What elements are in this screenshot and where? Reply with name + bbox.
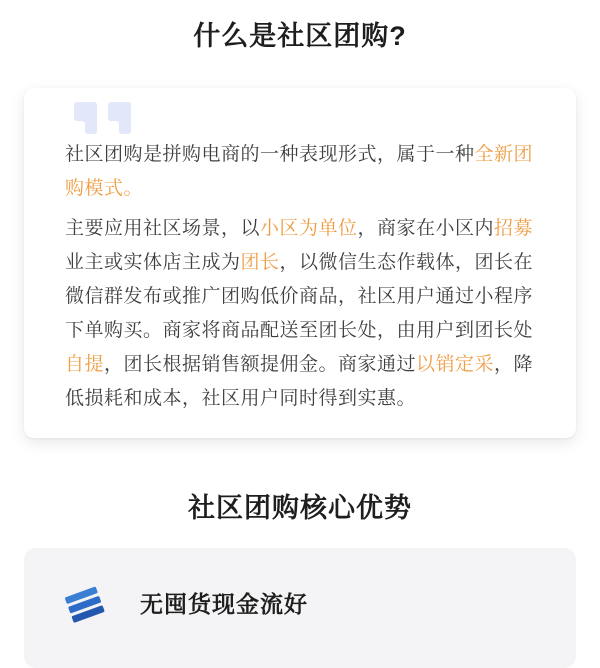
intro-paragraph-1: 社区团购是拼购电商的一种表现形式，属于一种全新团 购模式。	[65, 144, 534, 199]
advantage-item	[65, 584, 576, 624]
intro-paragraph-2: 主要应用社区场景，以小区为单位，商家在小区内招募 业主或实体店主成为团长，以微信生态作载体，团长在 微信群发布或推广团购低价商品，社区用户通过小程序 下单购买。商家将商品配送至团长处，由用户到团长处 自提，团长根据销售额提佣金。商家通过以销定采，降 低损耗和成本，社区用户同时得到实惠。	[65, 218, 534, 409]
section-title-advantages: 社区团购核心优势	[188, 493, 412, 523]
intro-card	[24, 88, 576, 438]
advantage-item-label: 无囤货现金流好	[140, 591, 308, 617]
layers-icon	[65, 584, 105, 624]
advantage-card	[24, 548, 576, 668]
page-title: 什么是社区团购?	[193, 21, 407, 51]
double-quote-icon	[74, 102, 536, 135]
